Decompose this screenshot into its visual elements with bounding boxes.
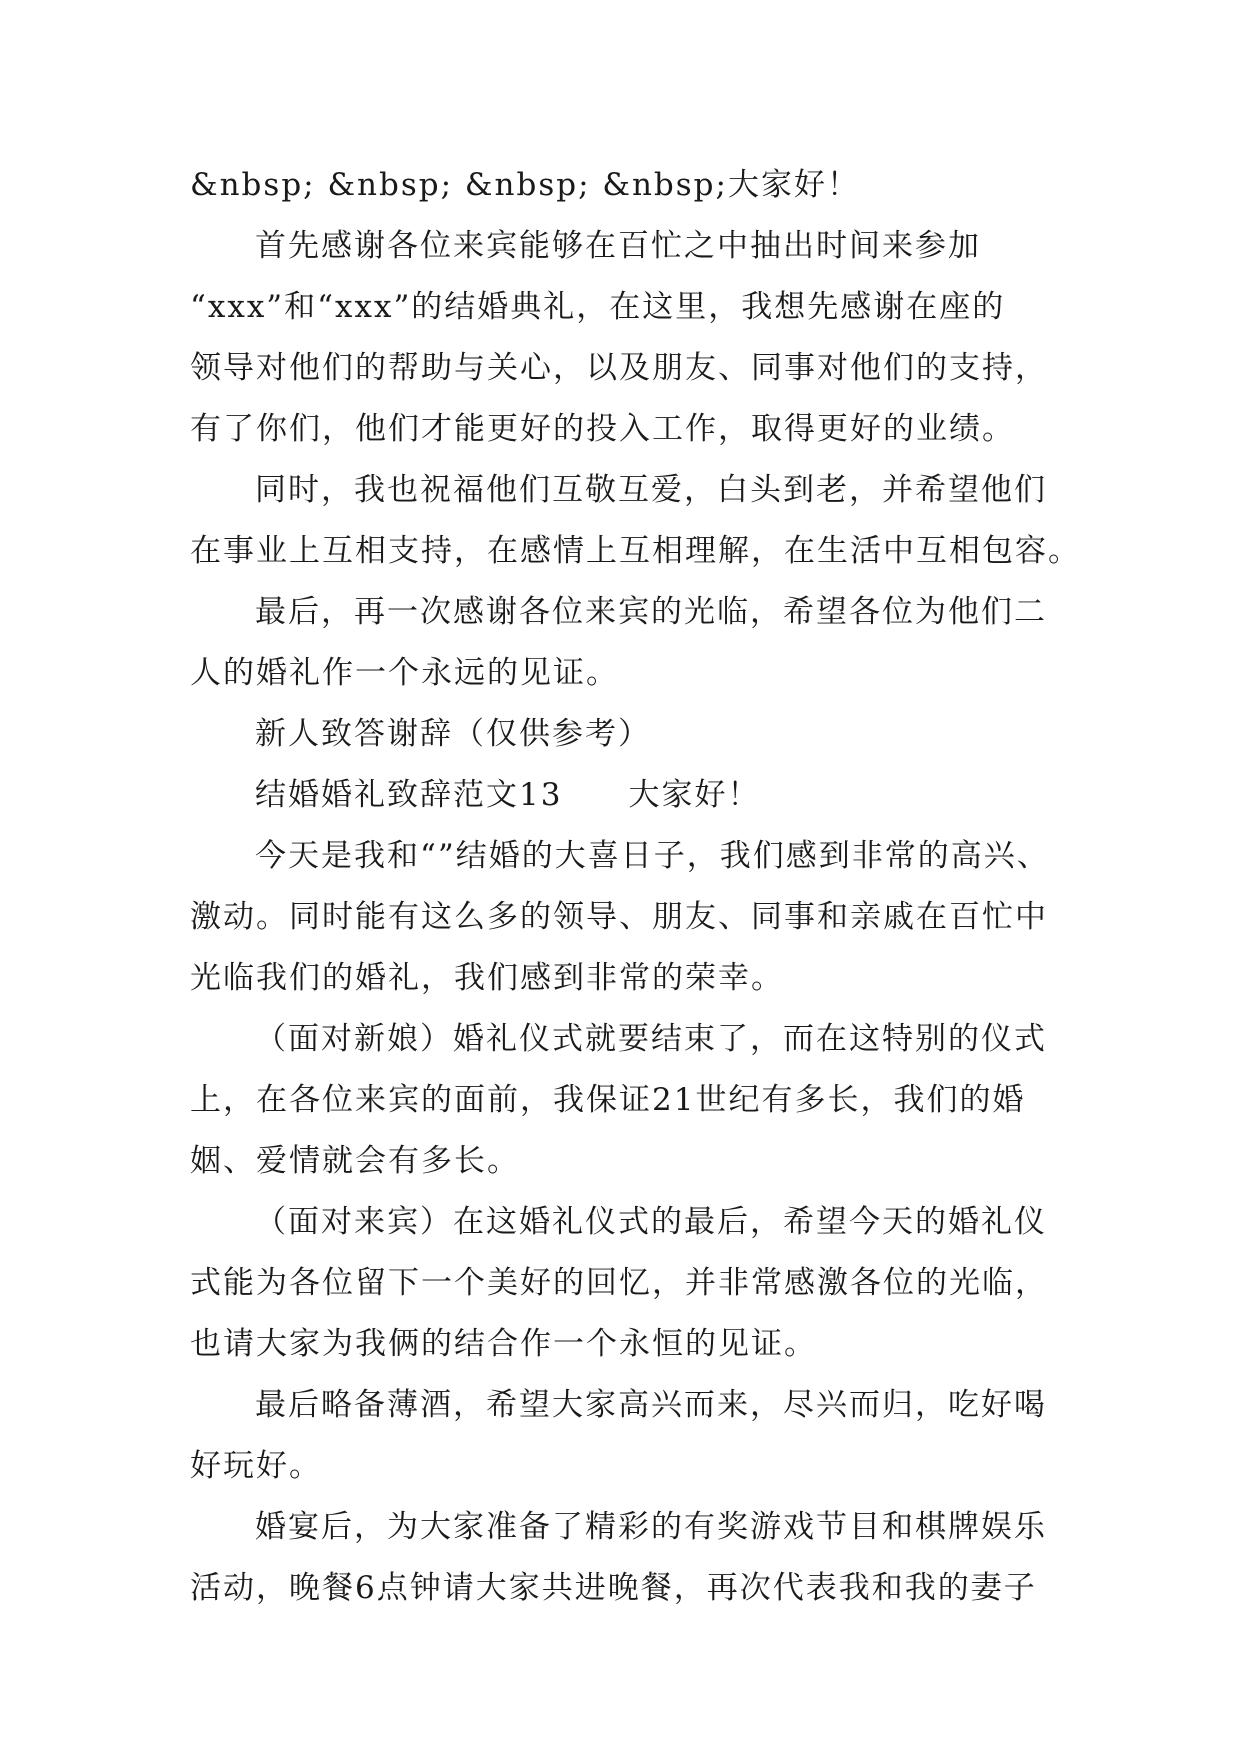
text-line: 好玩好。 <box>190 1448 322 1484</box>
text-line: 首先感谢各位来宾能够在百忙之中抽出时间来参加 <box>255 228 981 264</box>
text-line: 也请大家为我俩的结合作一个永恒的见证。 <box>190 1326 817 1362</box>
text-line: 光临我们的婚礼，我们感到非常的荣幸。 <box>190 960 784 996</box>
text-line: 今天是我和“”结婚的大喜日子，我们感到非常的高兴、 <box>255 838 1050 874</box>
text-line: （面对来宾）在这婚礼仪式的最后，希望今天的婚礼仪 <box>255 1204 1047 1240</box>
text-line: 有了你们，他们才能更好的投入工作，取得更好的业绩。 <box>190 411 1015 447</box>
text-line: “xxx”和“xxx”的结婚典礼，在这里，我想先感谢在座的 <box>190 289 1006 325</box>
text-line: （面对新娘）婚礼仪式就要结束了，而在这特别的仪式 <box>255 1021 1047 1057</box>
text-line: &nbsp; &nbsp; &nbsp; &nbsp;大家好！ <box>190 167 860 203</box>
text-line: 婚宴后，为大家准备了精彩的有奖游戏节目和棋牌娱乐 <box>255 1509 1047 1545</box>
text-line: 上，在各位来宾的面前，我保证21世纪有多长，我们的婚 <box>190 1082 1026 1118</box>
text-line: 人的婚礼作一个永远的见证。 <box>190 655 619 691</box>
text-line: 在事业上互相支持，在感情上互相理解，在生活中互相包容。 <box>190 533 1081 569</box>
text-line: 同时，我也祝福他们互敬互爱，白头到老，并希望他们 <box>255 472 1047 508</box>
text-line: 最后略备薄酒，希望大家高兴而来，尽兴而归，吃好喝 <box>255 1387 1047 1423</box>
text-line: 活动，晚餐6点钟请大家共进晚餐，再次代表我和我的妻子 <box>190 1570 1037 1606</box>
text-line: 领导对他们的帮助与关心，以及朋友、同事对他们的支持， <box>190 350 1048 386</box>
text-line: 结婚婚礼致辞范文13 大家好！ <box>255 777 761 813</box>
text-line: 姻、爱情就会有多长。 <box>190 1143 520 1179</box>
text-line: 式能为各位留下一个美好的回忆，并非常感激各位的光临， <box>190 1265 1048 1301</box>
text-line: 激动。同时能有这么多的领导、朋友、同事和亲戚在百忙中 <box>190 899 1048 935</box>
text-line: 最后，再一次感谢各位来宾的光临，希望各位为他们二 <box>255 594 1047 630</box>
text-line: 新人致答谢辞（仅供参考） <box>255 716 651 752</box>
